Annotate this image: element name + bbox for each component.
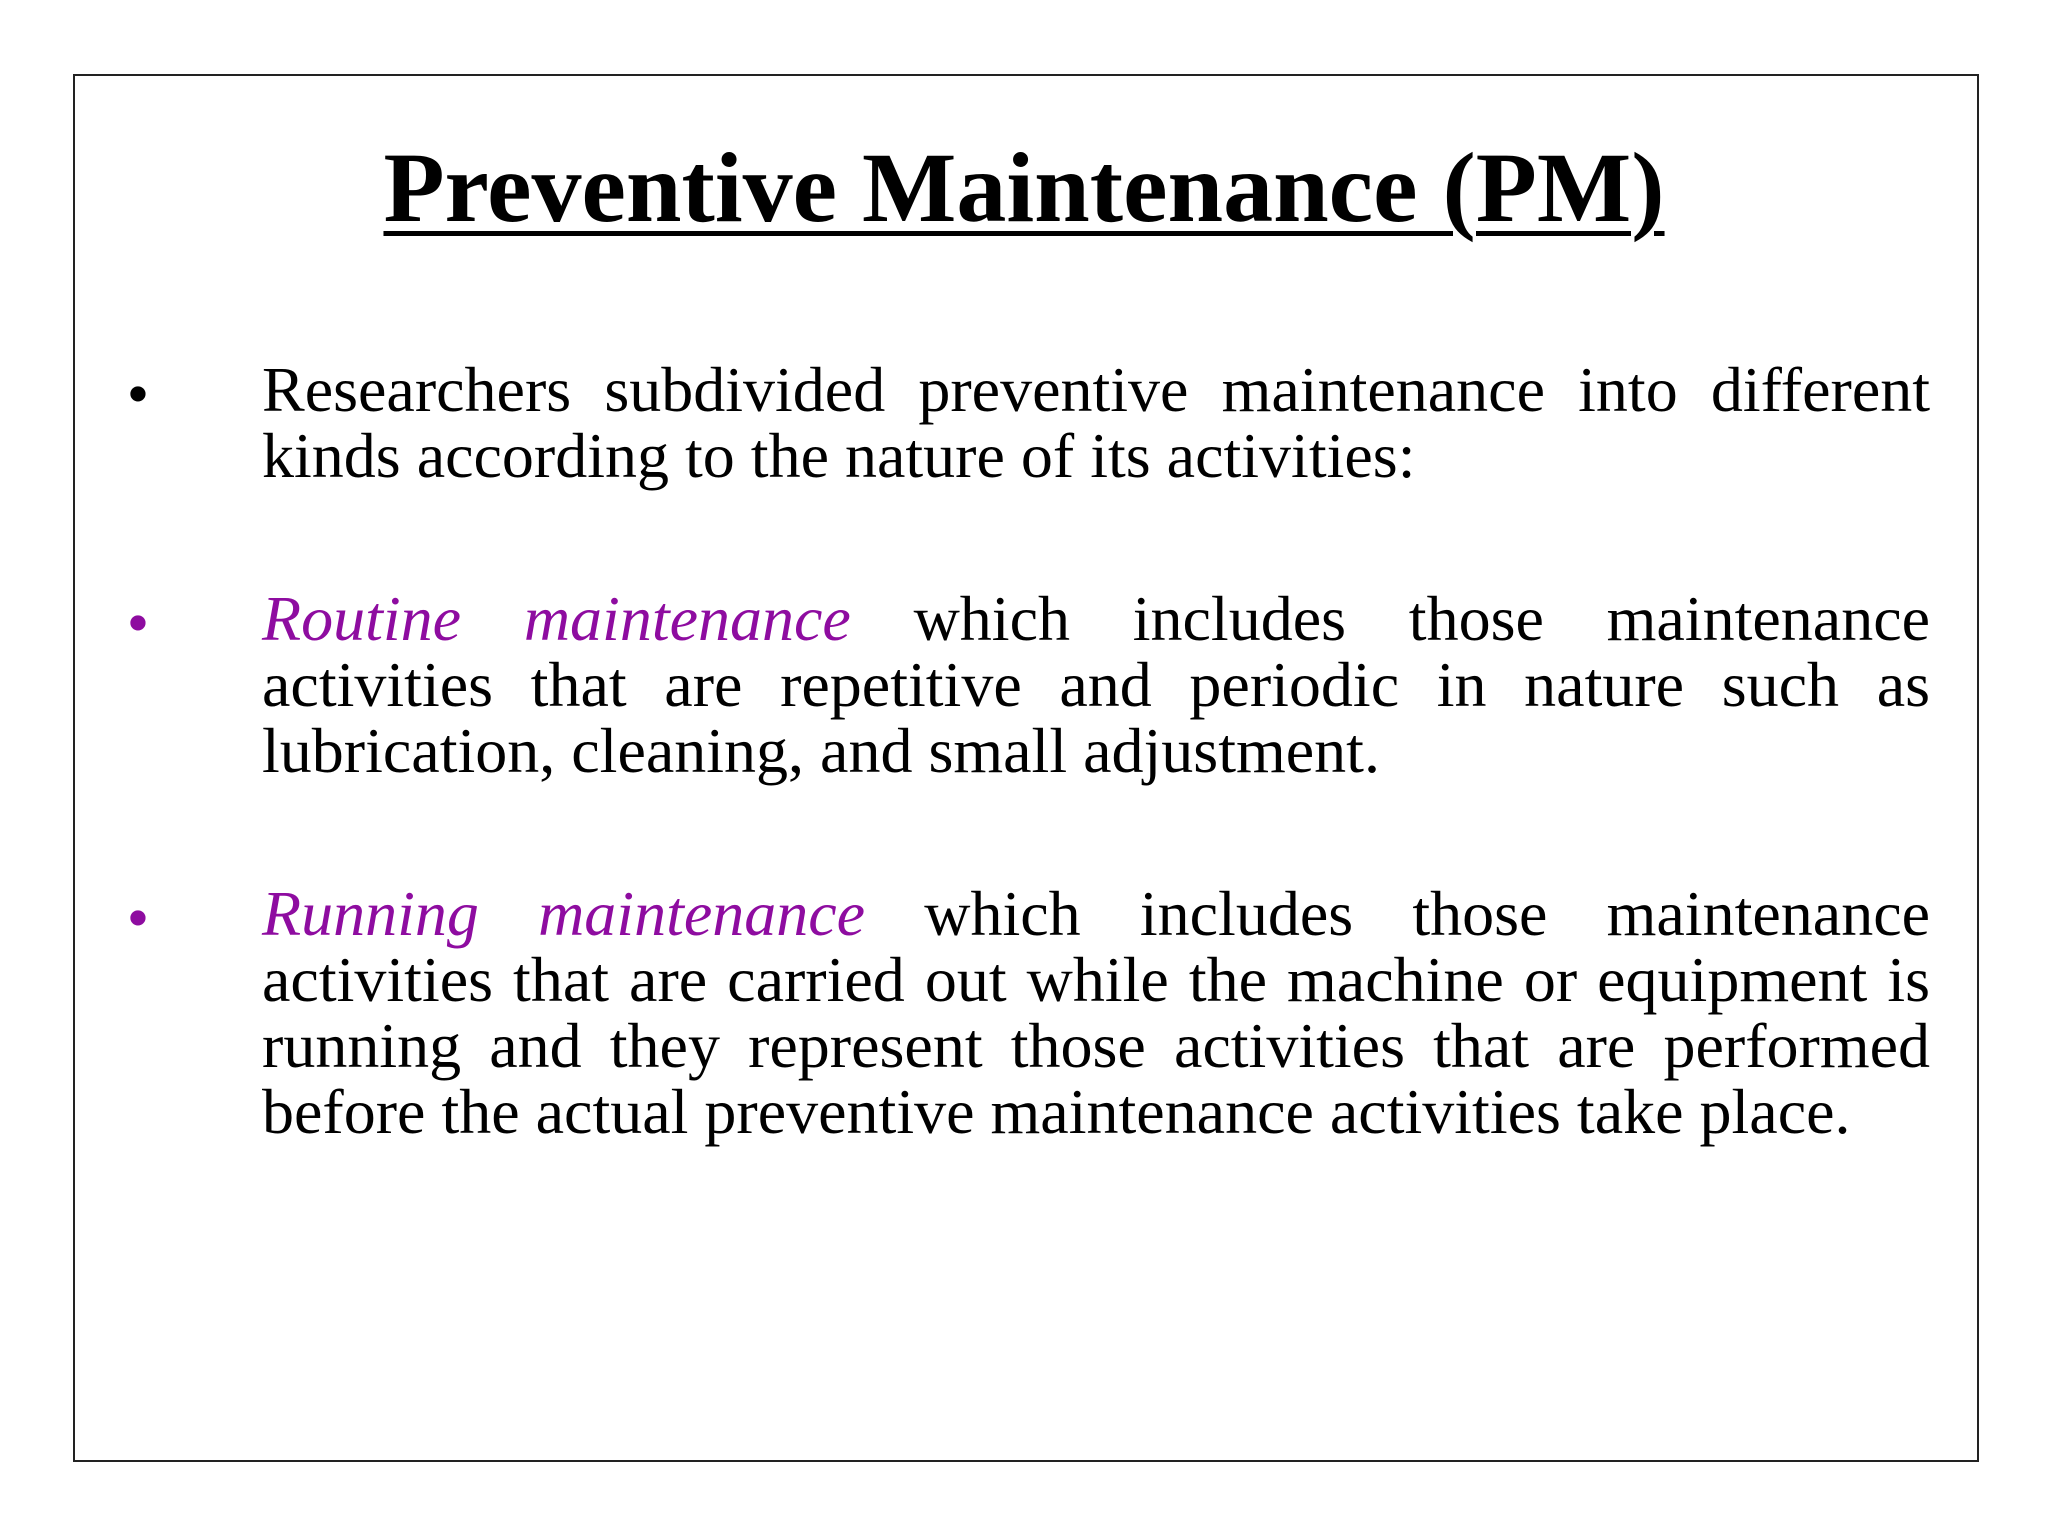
bullet-marker-1: •: [126, 358, 150, 429]
bullet-item-2-text: which includes those maintenance activities that are repetitive and periodic in nature such as lubrication, cleaning, and small adjustment.: [262, 583, 1931, 786]
bullet-item-1: [262, 354, 1930, 491]
bullet-marker-3: •: [126, 882, 150, 953]
bullet-marker-2: •: [126, 587, 150, 658]
slide-title-text: Preventive Maintenance (PM): [383, 132, 1665, 243]
bullet-item-3-term: Running maintenance: [262, 878, 866, 949]
bullet-item-3-text: which includes those maintenance activities that are carried out while the machine or equipment is running and they represent those activities that are performed before the actual preventive maintenance activities take place.: [262, 878, 1931, 1147]
bullet-item-2-term: Routine maintenance: [262, 583, 851, 654]
bullet-item-1-text: Researchers subdivided preventive maintenance into different kinds according to the nature of its activities:: [262, 354, 1930, 491]
bullet-item-3: [262, 878, 1931, 1147]
bullet-item-2: [262, 583, 1931, 786]
